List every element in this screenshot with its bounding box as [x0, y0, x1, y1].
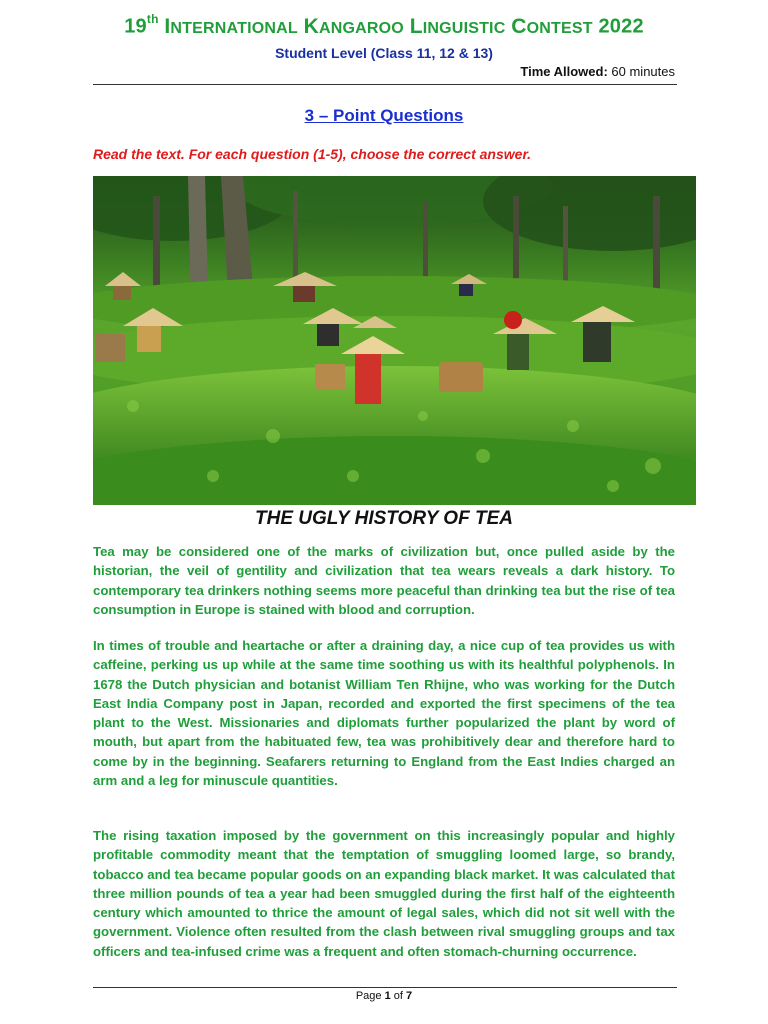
page-total: 7 [406, 990, 413, 1002]
time-allowed [520, 64, 675, 79]
page-current: 1 [384, 990, 391, 1002]
instructions: Read the text. For each question (1-5), choose the correct answer. [93, 146, 532, 162]
time-allowed-value: 60 minutes [611, 64, 675, 79]
tea-plantation-photo [93, 176, 696, 505]
of-word: of [393, 990, 403, 1002]
time-allowed-label: Time Allowed: [520, 64, 608, 79]
title-word-1: INTERNATIONAL [164, 14, 298, 38]
title-word-4: CONTEST [511, 14, 593, 38]
article-paragraph-1: Tea may be considered one of the marks of civilization but, once pulled aside by the historian, the veil of gentility and civilization that tea wears reveals a dark history. To contemporary tea drinkers nothing seems more peaceful than drinking tea but the rise of tea consumption in Europe is stained with blood and corruption. [93, 544, 675, 617]
page-word: Page [355, 990, 382, 1002]
page-footer [0, 990, 768, 1002]
article-title: THE UGLY HISTORY OF TEA [255, 508, 513, 529]
title-year: 2022 [598, 15, 644, 38]
article-paragraph-3: The rising taxation imposed by the government on this increasingly popular and highly profitable commodity meant that the temptation of smuggling loomed large, so brandy, tobacco and tea became popular goods on an expanding black market. It was calculated that three million pounds of tea a year had been smuggled during the first half of the eighteenth century which amounted to thrice the amount of legal sales, which did not sit well with the government. Violence often resulted from the clash between rival smuggling groups and tax officers and tea-infused crime was a frequent and often stomach-churning occurrence. [93, 828, 675, 959]
header-divider [93, 84, 677, 85]
footer-divider [93, 987, 677, 988]
title-number: 19 [124, 15, 147, 38]
article-paragraph-2: In times of trouble and heartache or after a draining day, a nice cup of tea provides us with caffeine, perking us up while at the same time soothing us with its healthful polyphenols. In 1678 the Dutch physician and botanist William Ten Rhijne, who was working for the Dutch East India Company post in Japan, recorded and exported the first specimens of the tea plant to the West. Missionaries and diplomats further popularized the plant by word of mouth, but apart from the habituated few, tea was prohibitively dear and therefore hard to come by in the beginning. Seafarers returning to England from the East Indies charged an arm and a leg for minuscule quantities. [93, 638, 675, 789]
student-level: Student Level (Class 11, 12 & 13) [275, 45, 493, 61]
section-heading: 3 – Point Questions [304, 106, 464, 125]
title-word-2: KANGAROO [303, 14, 404, 38]
title-word-3: LINGUISTIC [409, 14, 506, 38]
contest-title [0, 14, 768, 39]
title-ordinal: th [146, 12, 159, 26]
